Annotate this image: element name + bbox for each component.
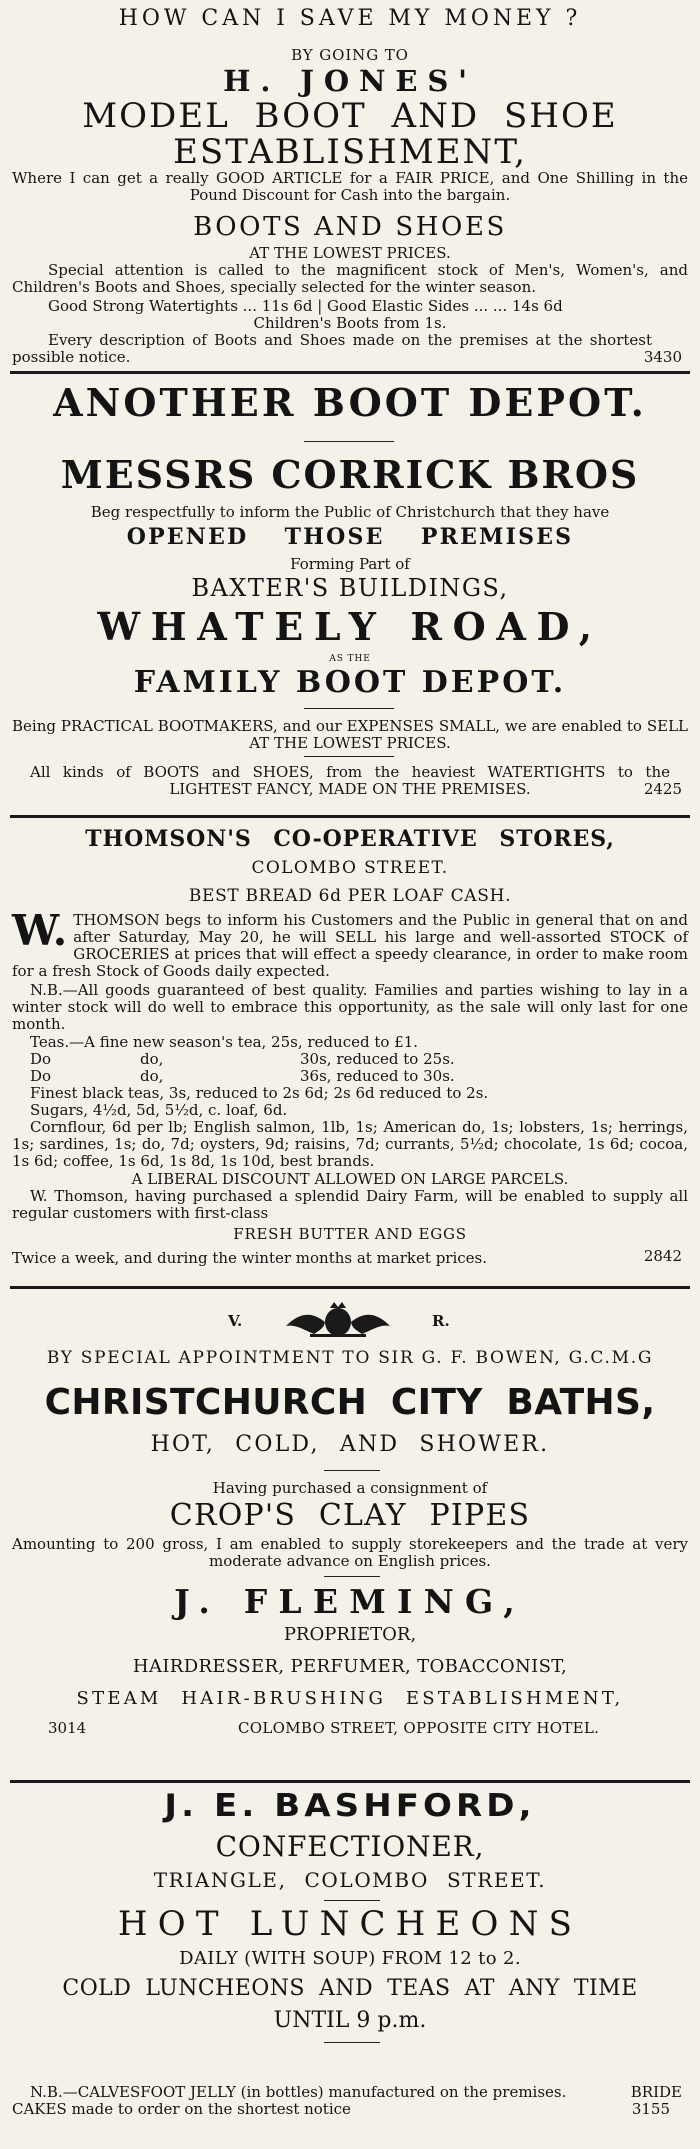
jones-name: H. JONES': [223, 64, 477, 98]
bashford-daily: DAILY (WITH SOUP) FROM 12 to 2.: [179, 1948, 521, 1969]
divider-rule: [10, 815, 690, 818]
royal-coat-of-arms-icon: [280, 1300, 396, 1340]
tea-label: Teas.—A fine new season's tea, 25s, reduced to £1.: [30, 1033, 419, 1051]
royal-r: R.: [432, 1312, 450, 1330]
corrick-opened: OPENED THOSE PREMISES: [126, 524, 574, 550]
corrick-advertisement: [12, 378, 688, 823]
bashford-cakes: CAKES made to order on the shortest notice: [12, 2100, 351, 2118]
tea-price: 36s, reduced to 30s.: [300, 1067, 455, 1085]
bashford-hot-luncheons: HOT LUNCHEONS: [117, 1904, 583, 1944]
bashford-bride: BRIDE: [630, 2083, 682, 2101]
bashford-short-rule: [324, 1900, 380, 1901]
bashford-advertisement: [12, 1786, 688, 2149]
bashford-name: J. E. BASHFORD,: [164, 1787, 536, 1825]
thomson-dropcap: W.: [12, 906, 68, 955]
tea-ditto: do,: [140, 1050, 164, 1068]
fleming-amounting: Amounting to 200 gross, I am enabled to supply storekeepers and the trade at very moderate advance on English prices.: [12, 1535, 688, 1570]
jones-price-line: Good Strong Watertights ... 11s 6d | Good Elastic Sides ... ... 14s 6d: [48, 297, 563, 315]
baths-hot-cold: HOT, COLD, AND SHOWER.: [150, 1432, 550, 1457]
fleming-having: Having purchased a consignment of: [212, 1479, 488, 1497]
bashford-short-rule-2: [324, 2042, 380, 2043]
tea-label: Do: [30, 1067, 52, 1085]
thomson-tea-row-3: [12, 1068, 700, 1085]
corrick-short-rule-2: [304, 708, 394, 709]
bashford-cold: COLD LUNCHEONS AND TEAS AT ANY TIME: [62, 1976, 638, 2001]
jones-headline: HOW CAN I SAVE MY MONEY ?: [118, 6, 582, 31]
tea-price: 30s, reduced to 25s.: [300, 1050, 455, 1068]
fleming-advertisement: [12, 1292, 688, 1786]
bashford-ref: 3155: [631, 2100, 670, 2118]
jones-model-line: MODEL BOOT AND SHOE: [82, 96, 618, 136]
fleming-pipes: CROP'S CLAY PIPES: [169, 1498, 531, 1533]
divider-rule: [10, 1780, 690, 1783]
jones-lowest: AT THE LOWEST PRICES.: [249, 244, 451, 262]
thomson-street: COLOMBO STREET.: [251, 858, 449, 878]
jones-intro: Where I can get a really GOOD ARTICLE for a FAIR PRICE, and One Shilling in the Pound Discount for Cash into the bargain.: [12, 169, 688, 204]
jones-special: Special attention is called to the magnificent stock of Men's, Women's, and Children's Boots and Shoes, specially selected for the winter season.: [12, 261, 688, 296]
fleming-proprietor: PROPRIETOR,: [283, 1624, 417, 1645]
tea-ditto: do,: [140, 1067, 164, 1085]
divider-rule: [10, 1286, 690, 1289]
jones-advertisement: [12, 0, 688, 366]
jones-boots-title: BOOTS AND SHOES: [193, 212, 507, 242]
fleming-short-rule: [324, 1470, 380, 1471]
fleming-address: COLOMBO STREET, OPPOSITE CITY HOTEL.: [238, 1719, 600, 1737]
thomson-tea-row-1: [12, 1034, 700, 1051]
royal-v: V.: [228, 1312, 243, 1330]
thomson-bread: BEST BREAD 6d PER LOAF CASH.: [188, 886, 512, 906]
divider-rule: [10, 371, 690, 374]
thomson-intro-paragraph: [12, 906, 688, 980]
corrick-forming: Forming Part of: [290, 555, 410, 573]
corrick-short-rule-3: [304, 756, 394, 757]
corrick-name: MESSRS CORRICK BROS: [60, 452, 640, 497]
thomson-advertisement: [12, 822, 688, 1297]
fleming-short-rule-2: [324, 1576, 380, 1577]
corrick-as-the: AS THE: [329, 654, 371, 664]
fleming-appointment: BY SPECIAL APPOINTMENT TO SIR G. F. BOWEN, G.C.M.G: [46, 1348, 654, 1368]
fleming-ref: 3014: [48, 1719, 87, 1737]
corrick-family: FAMILY BOOT DEPOT.: [133, 665, 567, 700]
thomson-butter: FRESH BUTTER AND EGGS: [233, 1225, 467, 1243]
jones-by-going: BY GOING TO: [291, 46, 409, 64]
corrick-all-kinds: All kinds of BOOTS and SHOES, from the heaviest WATERTIGHTS to the LIGHTEST FANCY, MADE ON THE PREMISES.: [30, 763, 670, 798]
bashford-address: TRIANGLE, COLOMBO STREET.: [153, 1868, 547, 1892]
fleming-steam: STEAM HAIR-BRUSHING ESTABLISHMENT,: [76, 1688, 624, 1709]
bashford-trade: CONFECTIONER,: [215, 1830, 485, 1863]
corrick-ref: 2425: [643, 780, 682, 798]
bashford-until: UNTIL 9 p.m.: [273, 2008, 427, 2033]
thomson-intro: THOMSON begs to inform his Customers and the Public in general that on and after Saturday, May 20, he will SELL his large and well-assorted STOCK of GROCERIES at prices that will effect a speedy clearance, in order to make room for a fresh Stock of Goods daily expected.: [12, 911, 688, 980]
jones-children: Children's Boots from 1s.: [253, 314, 447, 332]
jones-establishment: ESTABLISHMENT,: [173, 132, 527, 172]
jones-every: Every description of Boots and Shoes made on the premises at the shortest possible notice.: [12, 331, 652, 366]
thomson-dairy: W. Thomson, having purchased a splendid Dairy Farm, will be enabled to supply all regular customers with first-class: [12, 1187, 688, 1222]
bashford-nb: N.B.—CALVESFOOT JELLY (in bottles) manufactured on the premises.: [30, 2083, 567, 2101]
baths-title: CHRISTCHURCH CITY BATHS,: [44, 1382, 656, 1423]
fleming-trades: HAIRDRESSER, PERFUMER, TOBACCONIST,: [132, 1656, 568, 1677]
fleming-name: J. FLEMING,: [174, 1582, 526, 1621]
thomson-ref: 2842: [643, 1247, 682, 1265]
corrick-whately: WHATELY ROAD,: [97, 604, 603, 649]
corrick-short-rule: [304, 441, 394, 442]
thomson-cornflour: Cornflour, 6d per lb; English salmon, 1lb, 1s; American do, 1s; lobsters, 1s; herrings, 1s; sardines, 1s; do, 7d; oysters, 9d; raisins, 7d; currants, 5½d; chocolate, 1s 6d; cocoa, 1s 6d; coffee, 1s 6d, 1s 8d, 1s 10d, best brands.: [12, 1118, 688, 1170]
corrick-beg: Beg respectfully to inform the Public of Christchurch that they have: [90, 503, 610, 521]
tea-label: Do: [30, 1050, 52, 1068]
thomson-sugars: Sugars, 4½d, 5d, 5½d, c. loaf, 6d.: [30, 1101, 288, 1119]
thomson-nb: N.B.—All goods guaranteed of best quality. Families and parties wishing to lay in a winter stock will do well to embrace this opportunity, as the sale will only last for one month.: [12, 981, 688, 1033]
thomson-headline: THOMSON'S CO-OPERATIVE STORES,: [85, 826, 615, 852]
corrick-baxter: BAXTER'S BUILDINGS,: [191, 574, 509, 602]
jones-ref: 3430: [643, 348, 682, 366]
thomson-discount: A LIBERAL DISCOUNT ALLOWED ON LARGE PARCELS.: [131, 1170, 569, 1188]
thomson-twice: Twice a week, and during the winter months at market prices.: [12, 1249, 488, 1267]
corrick-headline: ANOTHER BOOT DEPOT.: [53, 380, 647, 425]
thomson-black-teas: Finest black teas, 3s, reduced to 2s 6d; 2s 6d reduced to 2s.: [30, 1084, 489, 1102]
thomson-tea-row-2: [12, 1051, 700, 1068]
corrick-being: Being PRACTICAL BOOTMAKERS, and our EXPENSES SMALL, we are enabled to SELL AT THE LOWEST PRICES.: [12, 717, 688, 752]
